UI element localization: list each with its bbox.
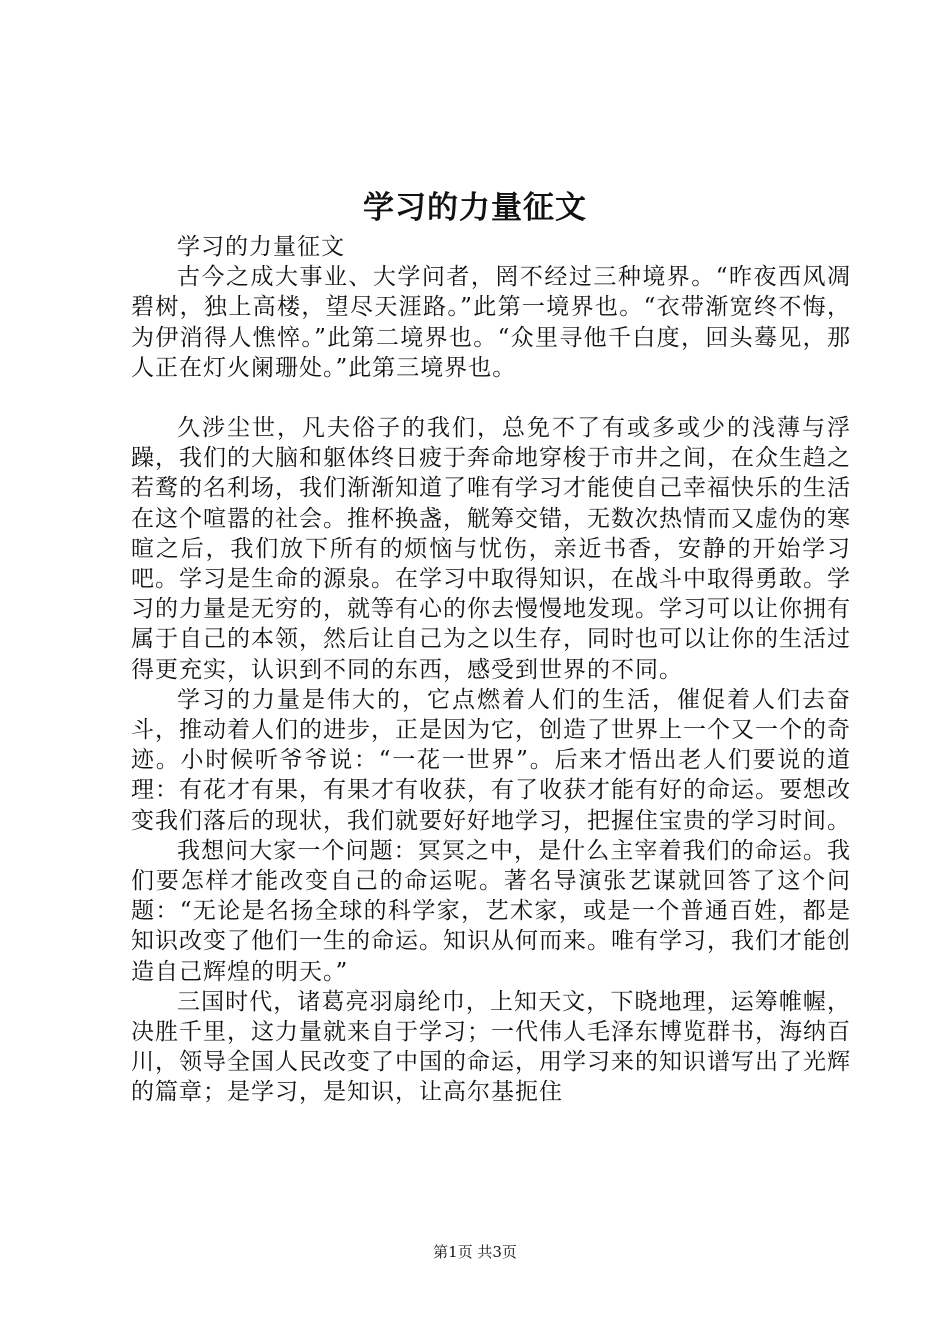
- page-footer: 第1页 共3页: [433, 1243, 517, 1261]
- paragraph-subtitle: 学习的力量征文: [177, 234, 345, 260]
- page-title: 学习的力量征文: [363, 190, 587, 226]
- document-body: [131, 232, 851, 1108]
- paragraph: 三国时代，诸葛亮羽扇纶巾，上知天文，下晓地理，运筹帷幄，决胜千里，这力量就来自于学习；一代伟人毛泽东博览群书，海纳百川，领导全国人民改变了中国的命运，用学习来的知识谱写出了光辉的篇章；是学习，是知识，让高尔基扼住: [131, 988, 851, 1106]
- paragraph: 学习的力量是伟大的，它点燃着人们的生活，催促着人们去奋斗，推动着人们的进步，正是因为它，创造了世界上一个又一个的奇迹。小时候听爷爷说：“一花一世界”。后来才悟出老人们要说的道理：有花才有果，有果才有收获，有了收获才能有好的命运。要想改变我们落后的现状，我们就要好好地学习，把握住宝贵的学习时间。: [131, 686, 851, 834]
- paragraph: 久涉尘世，凡夫俗子的我们，总免不了有或多或少的浅薄与浮躁，我们的大脑和躯体终日疲于奔命地穿梭于市井之间，在众生趋之若鹜的名利场，我们渐渐知道了唯有学习才能使自己幸福快乐的生活在这个喧嚣的社会。推杯换盏，觥筹交错，无数次热情而又虚伪的寒暄之后，我们放下所有的烦恼与忧伤，亲近书香，安静的开始学习吧。学习是生命的源泉。在学习中取得知识，在战斗中取得勇敢。学习的力量是无穷的，就等有心的你去慢慢地发现。学习可以让你拥有属于自己的本领，然后让自己为之以生存，同时也可以让你的生活过得更充实，认识到不同的东西，感受到世界的不同。: [131, 415, 851, 683]
- paragraph: 古今之成大事业、大学问者，罔不经过三种境界。“昨夜西风凋碧树，独上高楼，望尽天涯路。”此第一境界也。“衣带渐宽终不悔，为伊消得人憔悴。”此第二境界也。“众里寻他千白度，回头蓦见，那人正在灯火阑珊处。”此第三境界也。: [131, 264, 851, 381]
- paragraph: 我想问大家一个问题：冥冥之中，是什么主宰着我们的命运。我们要怎样才能改变自己的命运呢。著名导演张艺谋就回答了这个问题：“无论是名扬全球的科学家，艺术家，或是一个普通百姓，都是知识改变了他们一生的命运。知识从何而来。唯有学习，我们才能创造自己辉煌的明天。”: [131, 837, 851, 985]
